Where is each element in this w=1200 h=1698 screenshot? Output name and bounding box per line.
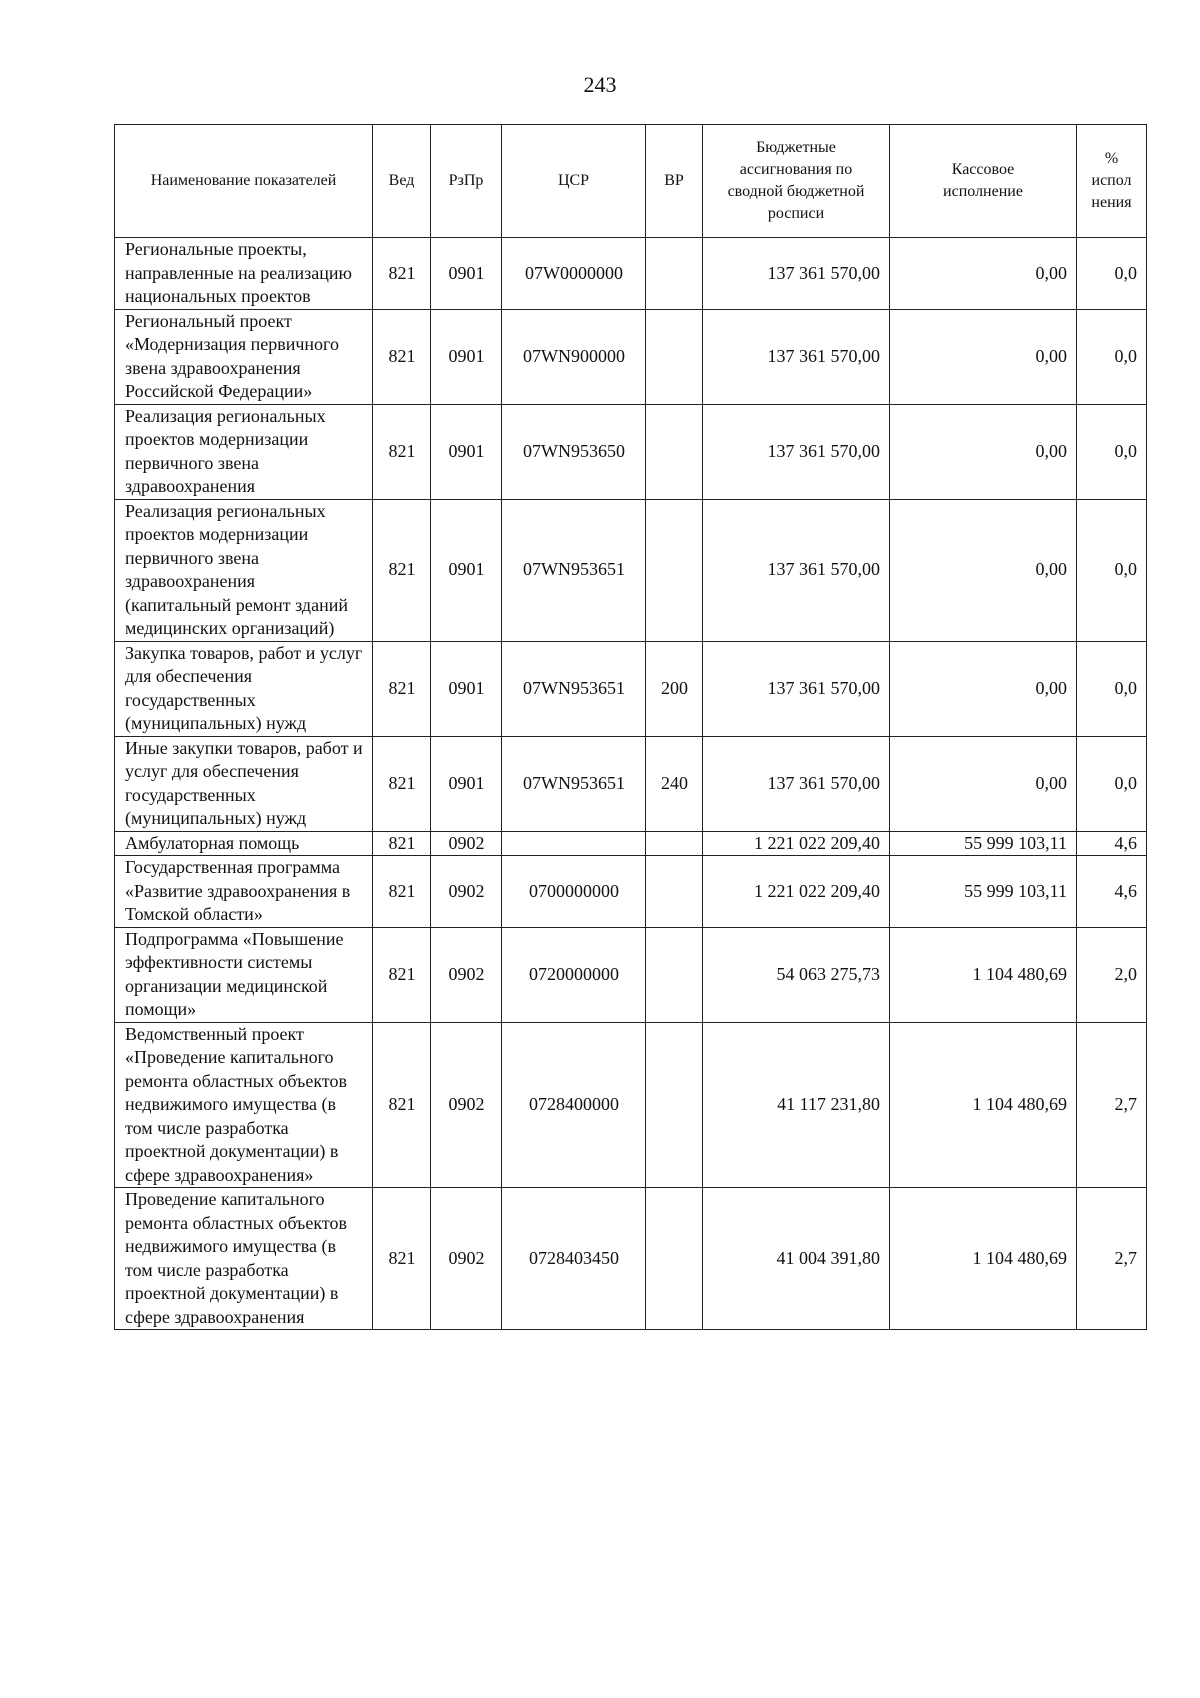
cell-vr (646, 927, 703, 1022)
cell-ved: 821 (373, 1188, 431, 1330)
cell-pct: 2,0 (1077, 927, 1147, 1022)
cell-vr (646, 404, 703, 499)
cell-vr (646, 831, 703, 856)
cell-plan: 1 221 022 209,40 (703, 831, 890, 856)
table-row (115, 856, 1147, 928)
cell-plan: 137 361 570,00 (703, 499, 890, 641)
cell-rzpr: 0901 (431, 641, 502, 736)
cell-rzpr: 0901 (431, 736, 502, 831)
cell-rzpr: 0902 (431, 831, 502, 856)
cell-plan: 1 221 022 209,40 (703, 856, 890, 928)
cell-pct: 0,0 (1077, 736, 1147, 831)
cell-ved: 821 (373, 1022, 431, 1188)
header-vr: ВР (646, 125, 703, 238)
cell-csr: 0700000000 (502, 856, 646, 928)
cell-ved: 821 (373, 927, 431, 1022)
table-header-row (115, 125, 1147, 238)
cell-ved: 821 (373, 736, 431, 831)
cell-pct: 2,7 (1077, 1188, 1147, 1330)
cell-name: Ведомственный проект «Проведение капитального ремонта областных объектов недвижимого имущества (в том числе разработка проектной документации) в сфере здравоохранения» (115, 1022, 373, 1188)
cell-pct: 0,0 (1077, 499, 1147, 641)
cell-name: Иные закупки товаров, работ и услуг для обеспечения государственных (муниципальных) нужд (115, 736, 373, 831)
cell-ved: 821 (373, 404, 431, 499)
cell-name: Региональные проекты, направленные на реализацию национальных проектов (115, 238, 373, 310)
budget-execution-table (114, 124, 1147, 1330)
cell-name: Закупка товаров, работ и услуг для обеспечения государственных (муниципальных) нужд (115, 641, 373, 736)
cell-rzpr: 0901 (431, 404, 502, 499)
page-number: 243 (583, 72, 617, 97)
table-row (115, 641, 1147, 736)
table-row (115, 309, 1147, 404)
cell-csr: 07WN953651 (502, 641, 646, 736)
cell-vr (646, 1188, 703, 1330)
cell-rzpr: 0902 (431, 1022, 502, 1188)
cell-pct: 4,6 (1077, 856, 1147, 928)
table-row (115, 736, 1147, 831)
cell-plan: 137 361 570,00 (703, 238, 890, 310)
header-ved: Вед (373, 125, 431, 238)
cell-rzpr: 0901 (431, 309, 502, 404)
cell-name: Амбулаторная помощь (115, 831, 373, 856)
cell-vr (646, 238, 703, 310)
cell-name: Подпрограмма «Повышение эффективности системы организации медицинской помощи» (115, 927, 373, 1022)
cell-ved: 821 (373, 499, 431, 641)
cell-ved: 821 (373, 856, 431, 928)
table-row (115, 1022, 1147, 1188)
cell-vr (646, 499, 703, 641)
cell-rzpr: 0901 (431, 499, 502, 641)
cell-rzpr: 0902 (431, 856, 502, 928)
cell-name: Реализация региональных проектов модернизации первичного звена здравоохранения (115, 404, 373, 499)
cell-csr (502, 831, 646, 856)
header-rzpr: РзПр (431, 125, 502, 238)
cell-vr (646, 309, 703, 404)
cell-name: Региональный проект «Модернизация первичного звена здравоохранения Российской Федерации» (115, 309, 373, 404)
cell-plan: 137 361 570,00 (703, 309, 890, 404)
cell-plan: 137 361 570,00 (703, 404, 890, 499)
cell-plan: 137 361 570,00 (703, 736, 890, 831)
cell-ved: 821 (373, 641, 431, 736)
cell-pct: 0,0 (1077, 404, 1147, 499)
cell-rzpr: 0901 (431, 238, 502, 310)
cell-name: Проведение капитального ремонта областных объектов недвижимого имущества (в том числе разработка проектной документации) в сфере здравоохранения (115, 1188, 373, 1330)
cell-rzpr: 0902 (431, 927, 502, 1022)
cell-csr: 07WN953650 (502, 404, 646, 499)
cell-cash: 0,00 (890, 404, 1077, 499)
cell-pct: 0,0 (1077, 309, 1147, 404)
cell-cash: 0,00 (890, 309, 1077, 404)
cell-vr: 200 (646, 641, 703, 736)
header-cash: Кассовое исполнение (890, 125, 1077, 238)
table-body (115, 238, 1147, 1330)
cell-plan: 137 361 570,00 (703, 641, 890, 736)
cell-csr: 07WN900000 (502, 309, 646, 404)
cell-vr: 240 (646, 736, 703, 831)
cell-name: Государственная программа «Развитие здравоохранения в Томской области» (115, 856, 373, 928)
cell-plan: 41 004 391,80 (703, 1188, 890, 1330)
cell-plan: 41 117 231,80 (703, 1022, 890, 1188)
cell-csr: 0728403450 (502, 1188, 646, 1330)
cell-ved: 821 (373, 238, 431, 310)
cell-csr: 07WN953651 (502, 499, 646, 641)
cell-csr: 07W0000000 (502, 238, 646, 310)
table-row (115, 927, 1147, 1022)
cell-csr: 07WN953651 (502, 736, 646, 831)
table-row (115, 238, 1147, 310)
cell-vr (646, 1022, 703, 1188)
cell-cash: 0,00 (890, 641, 1077, 736)
cell-pct: 0,0 (1077, 238, 1147, 310)
table-row (115, 404, 1147, 499)
cell-cash: 0,00 (890, 736, 1077, 831)
cell-cash: 1 104 480,69 (890, 927, 1077, 1022)
cell-pct: 2,7 (1077, 1022, 1147, 1188)
cell-csr: 0720000000 (502, 927, 646, 1022)
header-name: Наименование показателей (115, 125, 373, 238)
header-pct: % испол нения (1077, 125, 1147, 238)
cell-csr: 0728400000 (502, 1022, 646, 1188)
cell-rzpr: 0902 (431, 1188, 502, 1330)
cell-cash: 1 104 480,69 (890, 1022, 1077, 1188)
cell-cash: 0,00 (890, 499, 1077, 641)
cell-vr (646, 856, 703, 928)
table-row (115, 499, 1147, 641)
header-plan: Бюджетные ассигнования по сводной бюджетной росписи (703, 125, 890, 238)
cell-pct: 4,6 (1077, 831, 1147, 856)
cell-plan: 54 063 275,73 (703, 927, 890, 1022)
table-row (115, 1188, 1147, 1330)
cell-cash: 55 999 103,11 (890, 856, 1077, 928)
cell-cash: 55 999 103,11 (890, 831, 1077, 856)
cell-ved: 821 (373, 831, 431, 856)
cell-ved: 821 (373, 309, 431, 404)
table-row (115, 831, 1147, 856)
cell-cash: 1 104 480,69 (890, 1188, 1077, 1330)
cell-name: Реализация региональных проектов модернизации первичного звена здравоохранения (капитальный ремонт зданий медицинских организаций) (115, 499, 373, 641)
cell-cash: 0,00 (890, 238, 1077, 310)
cell-pct: 0,0 (1077, 641, 1147, 736)
header-csr: ЦСР (502, 125, 646, 238)
